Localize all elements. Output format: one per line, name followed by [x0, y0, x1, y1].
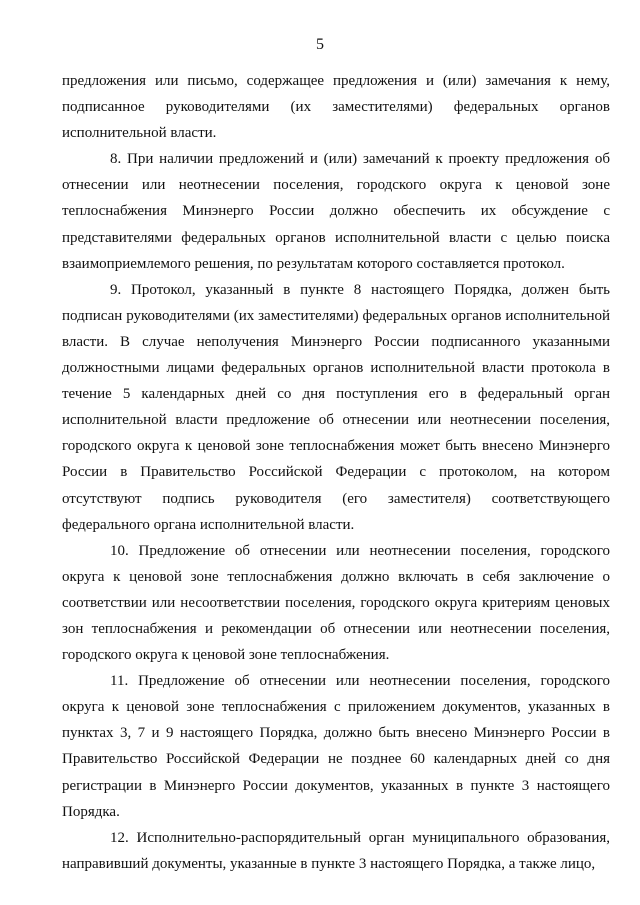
- paragraph-12: 12. Исполнительно-распорядительный орган муниципального образования, направивший документы, указанные в пункте 3 настоящего Порядка, а также лицо,: [62, 829, 610, 872]
- page-number: 5: [316, 36, 324, 53]
- paragraph-8: 8. При наличии предложений и (или) замечаний к проекту предложения об отнесении или неотнесении поселения, городского округа к ценовой зоне теплоснабжения Минэнерго России должно обеспечить их обсуждение с представителями федеральных органов исполнительной власти с целью поиска взаимоприемлемого решения, по результатам которого составляется протокол.: [62, 151, 610, 272]
- paragraph-10: 10. Предложение об отнесении или неотнесении поселения, городского округа к ценовой зоне теплоснабжения должно включать в себя заключение о соответствии или несоответствии поселения, городского округа критериям ценовых зон теплоснабжения и рекомендации об отнесении или неотнесении поселения, городского округа к ценовой зоне теплоснабжения.: [62, 542, 610, 664]
- document-body: [62, 68, 610, 877]
- paragraph-9: 9. Протокол, указанный в пункте 8 настоящего Порядка, должен быть подписан руководителями (их заместителями) федеральных органов исполнительной власти. В случае неполучения Минэнерго России подписанного указанными должностными лицами федеральных органов исполнительной власти протокола в течение 5 календарных дней со дня поступления его в федеральный орган исполнительной власти предложение об отнесении или неотнесении поселения, городского округа к ценовой зоне теплоснабжения может быть внесено Минэнерго России в Правительство Российской Федерации с протоколом, на котором отсутствуют подпись руководителя (его заместителя) соответствующего федерального органа исполнительной власти.: [62, 281, 610, 533]
- paragraph-11: 11. Предложение об отнесении или неотнесении поселения, городского округа к ценовой зоне теплоснабжения с приложением документов, указанных в пунктах 3, 7 и 9 настоящего Порядка, должно быть внесено Минэнерго России в Правительство Российской Федерации не позднее 60 календарных дней со дня регистрации в Минэнерго России документов, указанных в пункте 3 настоящего Порядка.: [62, 673, 610, 820]
- paragraph-continuation: предложения или письмо, содержащее предложения и (или) замечания к нему, подписанное руководителями (их заместителями) федеральных органов исполнительной власти.: [62, 73, 610, 142]
